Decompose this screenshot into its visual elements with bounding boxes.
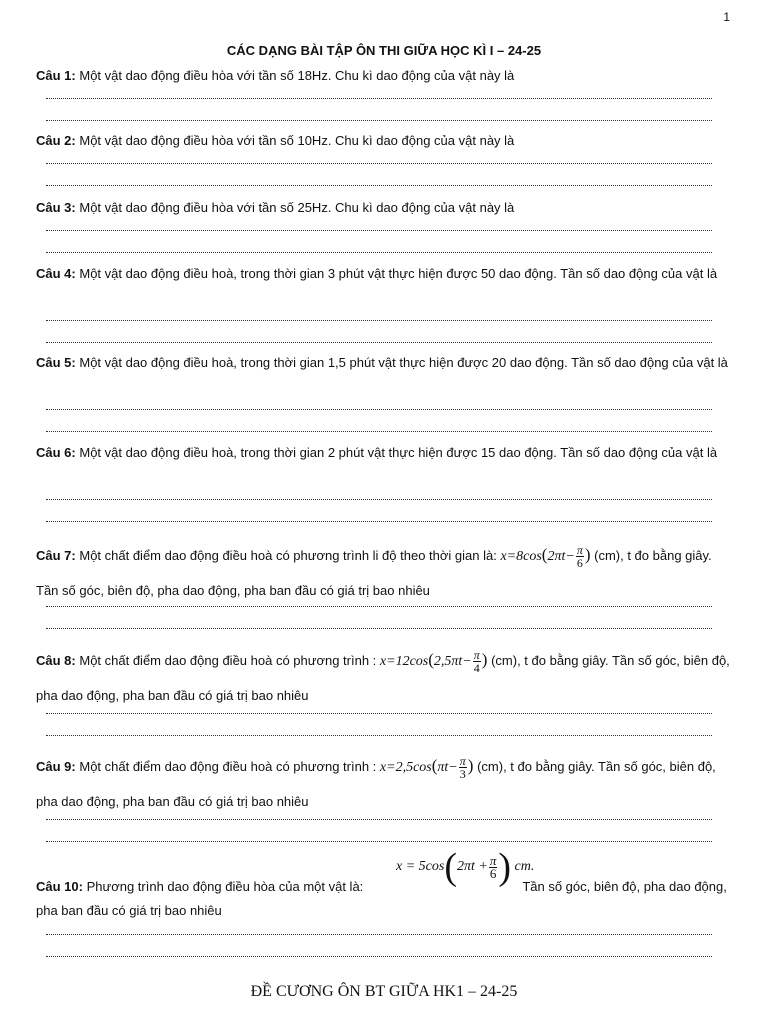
answer-line [46, 606, 712, 607]
question-number: Câu 3: [36, 200, 76, 215]
document-footer: ĐỀ CƯƠNG ÔN BT GIỮA HK1 – 24-25 [250, 983, 518, 1000]
answer-line [46, 713, 712, 714]
question-text: Một vật dao động điều hòa với tần số 18Hz. Chu kì dao động của vật này là [79, 68, 515, 83]
question-text-after: (cm), t đo bằng giây. Tần số góc, biên độ, pha dao động, pha ban đầu có giá trị bao nhiêu [36, 759, 716, 809]
question-9 [36, 749, 731, 819]
answer-line [46, 163, 712, 164]
equation-lhs: x=2,5cos [379, 760, 432, 775]
equation: x=12cos(2,5πt− $\frac{\pi}{4}$ ) [379, 648, 488, 676]
equation-inner: 2πt + [456, 859, 488, 875]
fraction [459, 755, 467, 780]
answer-line [46, 409, 712, 410]
question-text: Một vật dao động điều hòa với tần số 10Hz. Chu kì dao động của vật này là [79, 133, 515, 148]
fraction-denominator: 6 [576, 556, 583, 571]
fraction-denominator: 3 [459, 767, 466, 782]
answer-line [46, 735, 712, 736]
question-text: Một chất điểm dao động điều hoà có phương trình : [79, 759, 377, 774]
equation-lhs: x=12cos [379, 654, 429, 669]
question-number: Câu 7: [36, 548, 76, 563]
question-10 [36, 875, 731, 923]
answer-line [46, 819, 712, 820]
answer-line [46, 185, 712, 186]
question-1 [36, 64, 731, 88]
question-3 [36, 196, 731, 220]
question-text: Một chất điểm dao động điều hoà có phương trình li độ theo thời gian là: [79, 548, 497, 563]
fraction-numerator: π [576, 543, 583, 558]
equation: x=8cos(2πt− $\frac{\pi}{6}$ ) [500, 543, 591, 571]
equation: x=2,5cos(πt− $\frac{\pi}{3}$ ) [379, 754, 474, 782]
answer-line [46, 120, 712, 121]
question-text: Một vật dao động điều hoà, trong thời gian 2 phút vật thực hiện được 15 dao động. Tần số dao động của vật là [79, 445, 718, 460]
equation-lhs: x=8cos [500, 549, 542, 564]
question-number: Câu 4: [36, 266, 76, 281]
answer-line [46, 628, 712, 629]
question-2 [36, 129, 731, 153]
answer-line [46, 521, 712, 522]
fraction [576, 544, 584, 569]
document-title: CÁC DẠNG BÀI TẬP ÔN THI GIỮA HỌC KÌ I – 24-25 [226, 43, 542, 58]
question-number: Câu 2: [36, 133, 76, 148]
equation-lhs: x = 5cos [396, 859, 445, 875]
answer-line [46, 956, 712, 957]
question-text: Phương trình dao động điều hòa của một vật là: [86, 879, 364, 894]
answer-line [46, 342, 712, 343]
question-text-after: (cm), t đo bằng giây. Tần số góc, biên độ, pha dao động, pha ban đầu có giá trị bao nhiêu [36, 548, 712, 598]
question-text: Một vật dao động điều hoà, trong thời gian 3 phút vật thực hiện được 50 dao động. Tần số dao động của vật là [79, 266, 718, 281]
answer-line [46, 934, 712, 935]
fraction-numerator: π [459, 754, 466, 769]
question-number: Câu 10: [36, 879, 83, 894]
question-number: Câu 8: [36, 653, 76, 668]
question-number: Câu 5: [36, 355, 76, 370]
question-4 [36, 262, 731, 286]
page-number: 1 [723, 10, 730, 24]
equation-inner: 2πt− [547, 549, 575, 564]
question-number: Câu 6: [36, 445, 76, 460]
answer-line [46, 841, 712, 842]
question-6 [36, 441, 731, 465]
answer-line [46, 320, 712, 321]
answer-line [46, 98, 712, 99]
question-number: Câu 9: [36, 759, 76, 774]
fraction-numerator: π [473, 648, 480, 663]
equation-unit: cm. [514, 859, 535, 875]
question-number: Câu 1: [36, 68, 76, 83]
question-text: Một vật dao động điều hòa với tần số 25Hz. Chu kì dao động của vật này là [79, 200, 515, 215]
answer-line [46, 230, 712, 231]
question-text: Một chất điểm dao động điều hoà có phương trình : [79, 653, 377, 668]
fraction [473, 649, 481, 674]
answer-line [46, 252, 712, 253]
question-text: Một vật dao động điều hoà, trong thời gian 1,5 phút vật thực hiện được 20 dao động. Tần số dao động của vật là [79, 355, 728, 370]
equation-q10: x = 5cos(2πt + $\frac{\pi}{6}$ ) cm. [396, 846, 535, 888]
question-text-after: (cm), t đo bằng giây. Tần số góc, biên độ, pha dao động, pha ban đầu có giá trị bao nhiêu [36, 653, 730, 703]
question-7 [36, 538, 731, 608]
question-5 [36, 351, 731, 375]
fraction-denominator: 4 [473, 661, 480, 676]
answer-line [46, 499, 712, 500]
question-text-after: Tần số góc, biên độ, pha dao động, pha ban đầu có giá trị bao nhiêu [36, 879, 727, 918]
fraction-numerator: π [489, 852, 497, 868]
answer-line [46, 431, 712, 432]
equation-inner: 2,5πt− [433, 654, 472, 669]
fraction-denominator: 6 [489, 865, 497, 881]
equation-inner: πt− [437, 760, 458, 775]
question-8 [36, 643, 731, 713]
